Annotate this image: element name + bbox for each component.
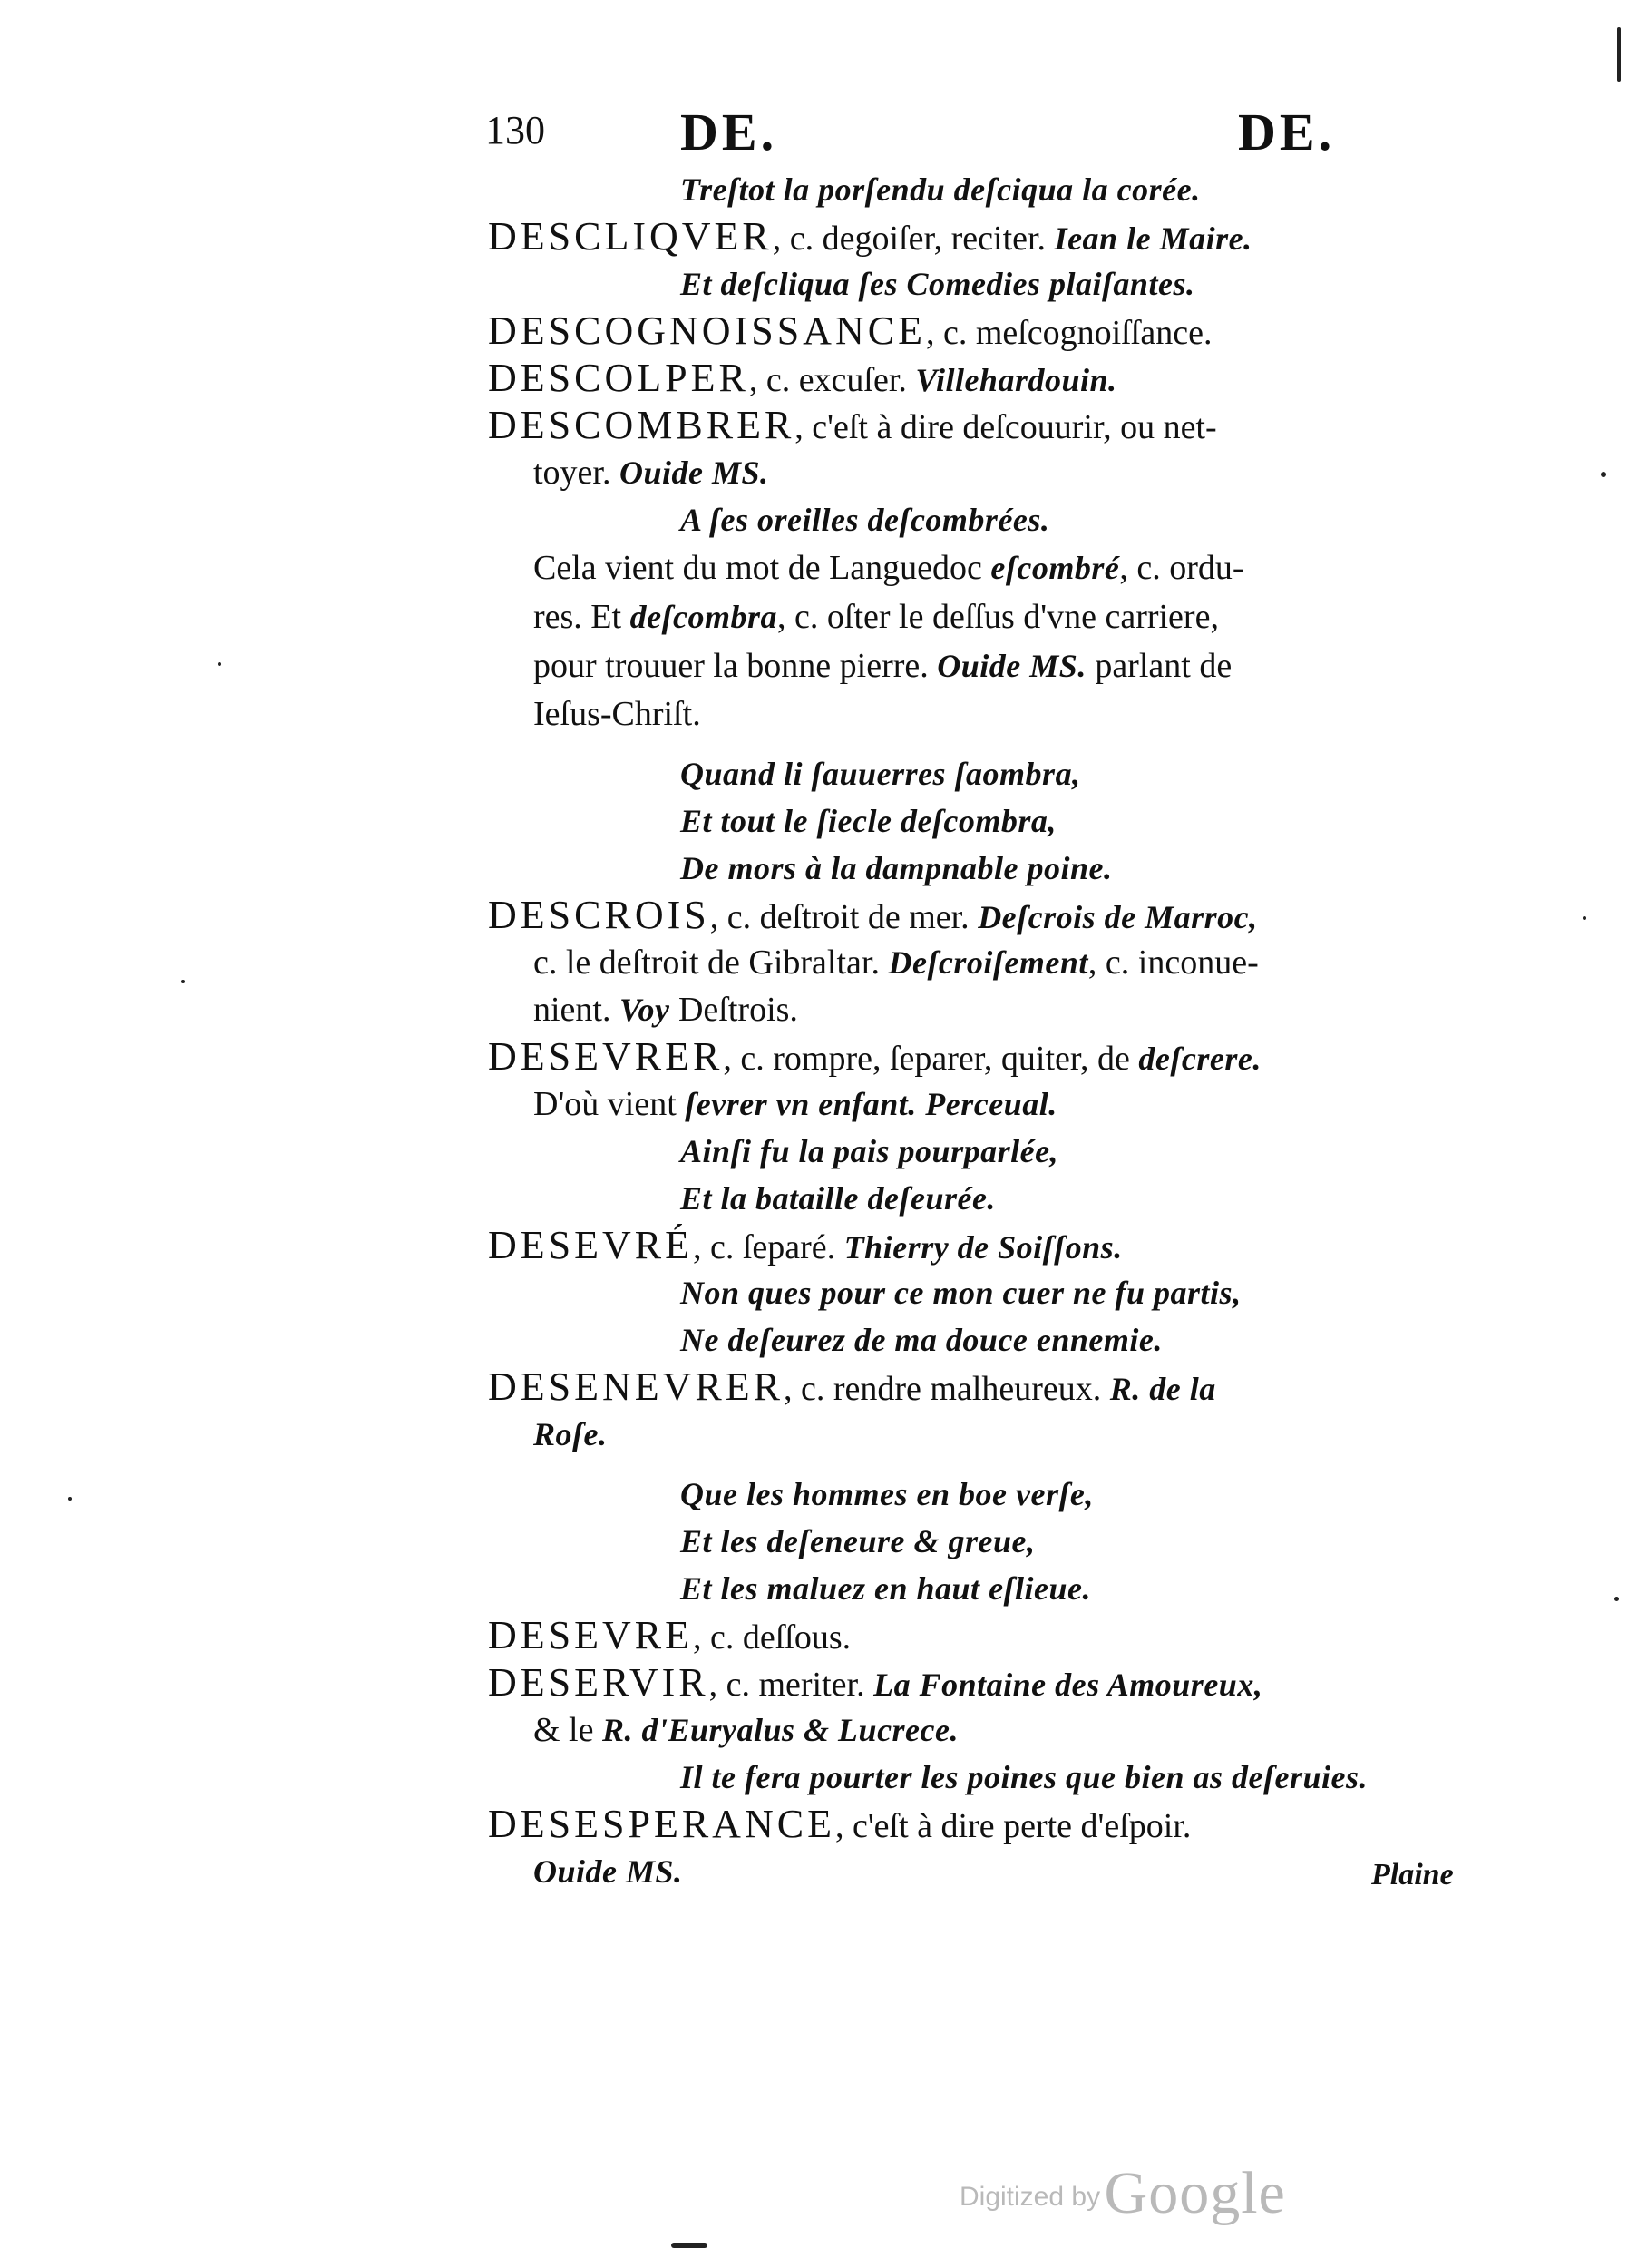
continuation-line: nient. Voy Deſtrois. bbox=[533, 991, 798, 1029]
quote-line: Non ques pour ce mon cuer ne fu partis, bbox=[680, 1275, 1242, 1311]
quote-line: Et tout le ſiecle deſcombra, bbox=[680, 803, 1057, 839]
entry-desesperance bbox=[488, 1801, 1486, 1848]
entry-descrois: DESCROIS, c. deſtroit de mer. Deſcrois de Marroc, bbox=[488, 893, 1258, 937]
ink-speck bbox=[671, 2243, 707, 2248]
definition-text: , c. degoiſer, reciter. bbox=[772, 220, 1047, 258]
headword: DESEVRE bbox=[488, 1613, 693, 1657]
entry-deservir bbox=[488, 1659, 1486, 1706]
ink-speck bbox=[1617, 27, 1621, 82]
digitized-by-watermark bbox=[960, 2159, 1286, 2228]
quote-line: Quand li ſauuerres ſaombra, bbox=[680, 756, 1081, 792]
source-citation: Ouide MS. bbox=[533, 1853, 683, 1890]
continuation-line: & le R. d'Euryalus & Lucrece. bbox=[533, 1711, 959, 1749]
headword: DESCLIQVER bbox=[488, 214, 773, 259]
running-head-right: DE. bbox=[1238, 103, 1336, 161]
headword: DESERVIR bbox=[488, 1660, 709, 1705]
quote-line: Et les deſeneure & greue, bbox=[680, 1523, 1036, 1559]
headword: DESESPERANCE bbox=[488, 1802, 835, 1846]
continuation-line: c. le deſtroit de Gibraltar. Deſcroiſement, c. inconue- bbox=[533, 943, 1259, 982]
continuation-line: Roſe. bbox=[533, 1416, 608, 1452]
body-line: Ieſus-Chriſt. bbox=[533, 695, 701, 733]
page-number: 130 bbox=[485, 108, 545, 152]
entry-descombrer bbox=[488, 402, 1486, 449]
quote-line: Ainſi fu la pais pourparlée, bbox=[680, 1133, 1059, 1169]
source-citation: Ouide MS. bbox=[619, 455, 769, 491]
entry-desclicquer bbox=[488, 213, 1486, 260]
ink-speck bbox=[218, 662, 221, 666]
ink-speck bbox=[1601, 472, 1606, 477]
ink-speck bbox=[1583, 916, 1586, 920]
definition-text: , c. meſcognoiſſance. bbox=[925, 314, 1213, 352]
ink-speck bbox=[181, 980, 185, 983]
definition-text: , c. deſtroit de mer. bbox=[709, 898, 970, 936]
quote-line: De mors à la dampnable poine. bbox=[680, 850, 1113, 886]
ink-speck bbox=[68, 1497, 72, 1501]
source-citation: R. de la bbox=[1109, 1371, 1216, 1407]
quote-line: Il te fera pourter les poines que bien as deſeruies. bbox=[680, 1759, 1368, 1795]
continuation-line: toyer. Ouide MS. bbox=[533, 454, 769, 492]
definition-text: , c. rompre, ſeparer, quiter, de bbox=[723, 1040, 1130, 1078]
quote-line: Et les maluez en haut eſlieue. bbox=[680, 1570, 1092, 1607]
definition-text: , c. rendre malheureux. bbox=[784, 1370, 1102, 1408]
source-citation: Thierry de Soiſſons. bbox=[843, 1229, 1123, 1266]
definition-text: , c'eſt à dire perte d'eſpoir. bbox=[834, 1807, 1192, 1845]
entry-descognoissance bbox=[488, 308, 1486, 355]
entry-desevre-separe bbox=[488, 1222, 1486, 1269]
catchword: Plaine bbox=[1371, 1858, 1454, 1892]
quote-line: A ſes oreilles deſcombrées. bbox=[680, 502, 1050, 538]
headword: DESEVRÉ bbox=[488, 1223, 693, 1267]
headword: DESCROIS bbox=[488, 893, 710, 937]
quote-line: Treſtot la porſendu deſciqua la corée. bbox=[680, 171, 1201, 208]
entry-desenevrer bbox=[488, 1364, 1486, 1411]
running-head-left: DE. bbox=[680, 103, 778, 161]
page-header bbox=[485, 102, 1487, 165]
quote-line: Et deſcliqua ſes Comedies plaiſantes. bbox=[680, 266, 1195, 302]
quote-line: Que les hommes en boe verſe, bbox=[680, 1476, 1094, 1512]
google-logo: Google bbox=[1104, 2160, 1286, 2226]
definition-text: , c. ſeparé. bbox=[693, 1228, 836, 1266]
definition-text: , c. deſſous. bbox=[693, 1618, 852, 1657]
quote-line: Et la bataille deſeurée. bbox=[680, 1180, 996, 1217]
headword: DESENEVRER bbox=[488, 1364, 784, 1409]
entry-desevrer: DESEVRER, c. rompre, ſeparer, quiter, de deſcrere. bbox=[488, 1034, 1262, 1079]
continuation-line bbox=[488, 1848, 1486, 1895]
source-citation: Iean le Maire. bbox=[1054, 220, 1252, 257]
headword: DESEVRER bbox=[488, 1034, 724, 1079]
body-line: Cela vient du mot de Languedoc eſcombré, c. ordu- bbox=[533, 549, 1244, 587]
source-citation: Villehardouin. bbox=[915, 362, 1117, 398]
headword: DESCOGNOISSANCE bbox=[488, 308, 926, 353]
continuation-line: D'où vient ſevrer vn enfant. Perceual. bbox=[533, 1085, 1057, 1123]
entry-desevre-dessous bbox=[488, 1612, 1486, 1659]
source-citation: Ouide MS. bbox=[937, 648, 1087, 684]
definition-text: , c. meriter. bbox=[708, 1666, 865, 1704]
headword: DESCOLPER bbox=[488, 356, 749, 400]
dictionary-entries bbox=[488, 166, 1486, 1895]
headword: DESCOMBRER bbox=[488, 403, 795, 447]
source-citation: La Fontaine des Amoureux, bbox=[873, 1667, 1263, 1703]
body-line: pour trouuer la bonne pierre. Ouide MS. parlant de bbox=[533, 647, 1233, 685]
quote-line: Ne deſeurez de ma douce ennemie. bbox=[680, 1322, 1163, 1358]
ink-speck bbox=[1614, 1597, 1619, 1601]
definition-text: , c'eſt à dire deſcouurir, ou net- bbox=[794, 408, 1217, 446]
watermark-prefix: Digitized by bbox=[960, 2182, 1101, 2212]
body-line: res. Et deſcombra, c. oſter le deſſus d'vne carriere, bbox=[533, 598, 1219, 636]
definition-text: , c. excuſer. bbox=[748, 361, 907, 399]
entry-descolper bbox=[488, 355, 1486, 402]
